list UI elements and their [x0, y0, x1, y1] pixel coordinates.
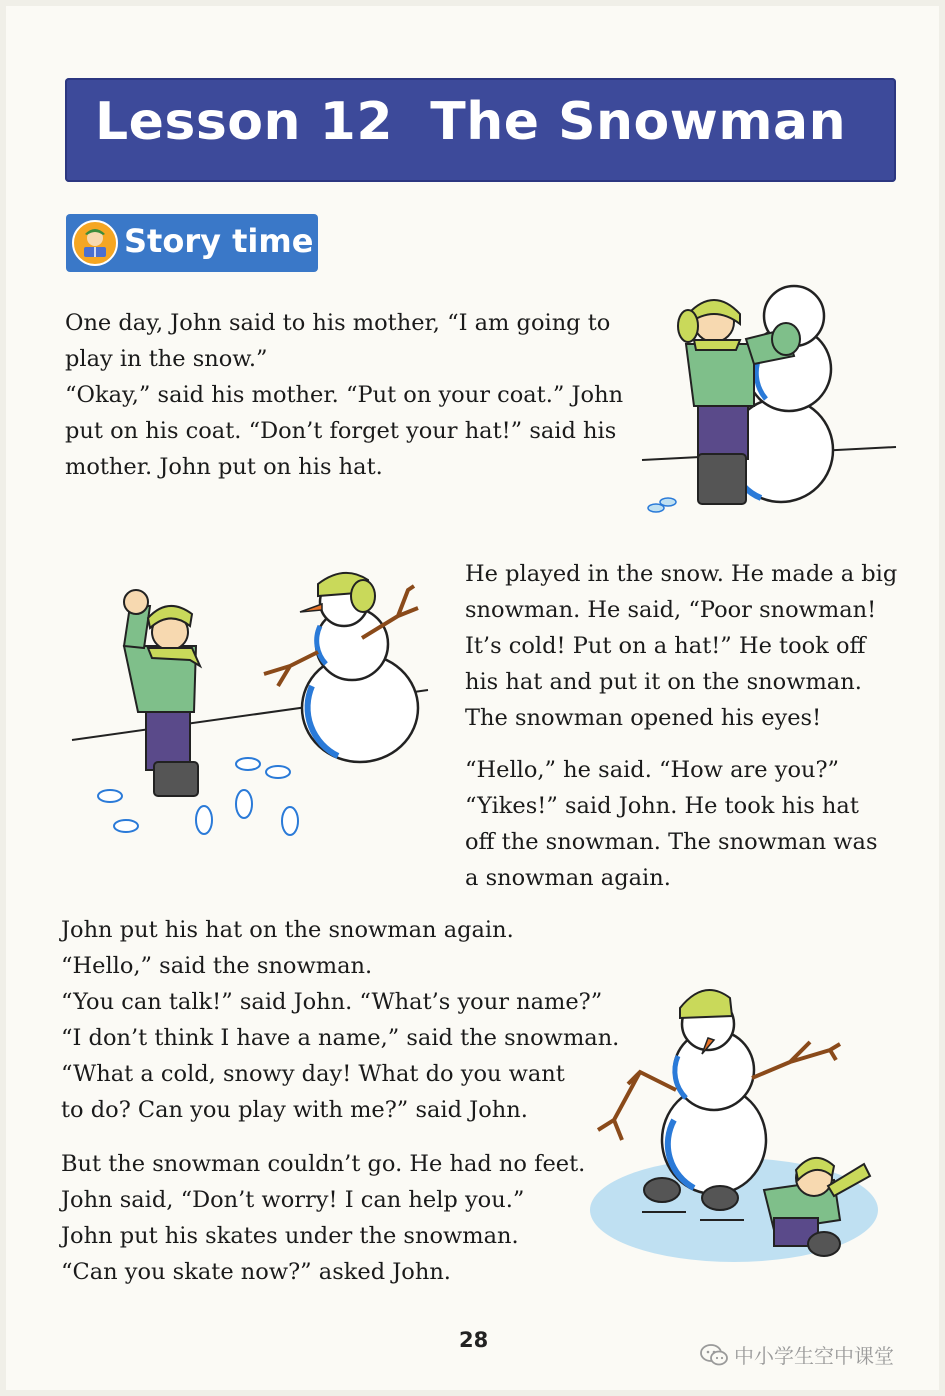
- text-line: “Hello,” said the snowman.: [61, 953, 373, 979]
- text-line: mother. John put on his hat.: [65, 454, 383, 480]
- story-time-badge: [66, 214, 318, 272]
- watermark-text: 中小学生空中课堂: [734, 1344, 894, 1368]
- text-line: to do? Can you play with me?” said John.: [61, 1097, 528, 1123]
- text-line: One day, John said to his mother, “I am going to: [65, 310, 611, 336]
- text-line: John put his hat on the snowman again.: [61, 917, 514, 943]
- text-line: his hat and put it on the snowman.: [465, 669, 862, 695]
- story-paragraph-5: [61, 1146, 585, 1290]
- reading-boy-icon: [72, 220, 118, 266]
- text-line: John put his skates under the snowman.: [61, 1223, 519, 1249]
- text-line: “Can you skate now?” asked John.: [61, 1259, 451, 1285]
- text-line: snowman. He said, “Poor snowman!: [465, 597, 877, 623]
- boy-surprised-snowman-illustration: [68, 556, 438, 846]
- text-line: He played in the snow. He made a big: [465, 561, 898, 587]
- story-paragraph-4: [61, 912, 619, 1128]
- text-line: “Hello,” he said. “How are you?”: [465, 757, 840, 783]
- text-line: It’s cold! Put on a hat!” He took off: [465, 633, 866, 659]
- text-line: play in the snow.”: [65, 346, 268, 372]
- text-line: “Okay,” said his mother. “Put on your coat.” John: [65, 382, 624, 408]
- text-line: off the snowman. The snowman was: [465, 829, 878, 855]
- text-line: put on his coat. “Don’t forget your hat!” said his: [65, 418, 617, 444]
- text-line: a snowman again.: [465, 865, 671, 891]
- lesson-title-banner: [65, 78, 896, 182]
- boy-hugging-snowman-illustration: [636, 284, 898, 520]
- story-paragraph-3: [465, 752, 878, 896]
- text-line: The snowman opened his eyes!: [465, 705, 822, 731]
- wechat-icon: [700, 1343, 728, 1367]
- story-time-label: Story time: [124, 222, 314, 260]
- text-line: “Yikes!” said John. He took his hat: [465, 793, 859, 819]
- lesson-title: Lesson 12 The Snowman: [95, 92, 847, 152]
- text-line: But the snowman couldn’t go. He had no feet.: [61, 1151, 586, 1177]
- watermark: [700, 1340, 894, 1369]
- story-paragraph-2: [465, 556, 897, 736]
- story-paragraph-1: [65, 305, 623, 485]
- text-line: “You can talk!” said John. “What’s your name?”: [61, 989, 603, 1015]
- text-line: “What a cold, snowy day! What do you want: [61, 1061, 565, 1087]
- text-line: John said, “Don’t worry! I can help you.”: [61, 1187, 525, 1213]
- text-line: “I don’t think I have a name,” said the snowman.: [61, 1025, 620, 1051]
- page-number: 28: [459, 1328, 489, 1352]
- snowman-skating-illustration: [584, 980, 884, 1280]
